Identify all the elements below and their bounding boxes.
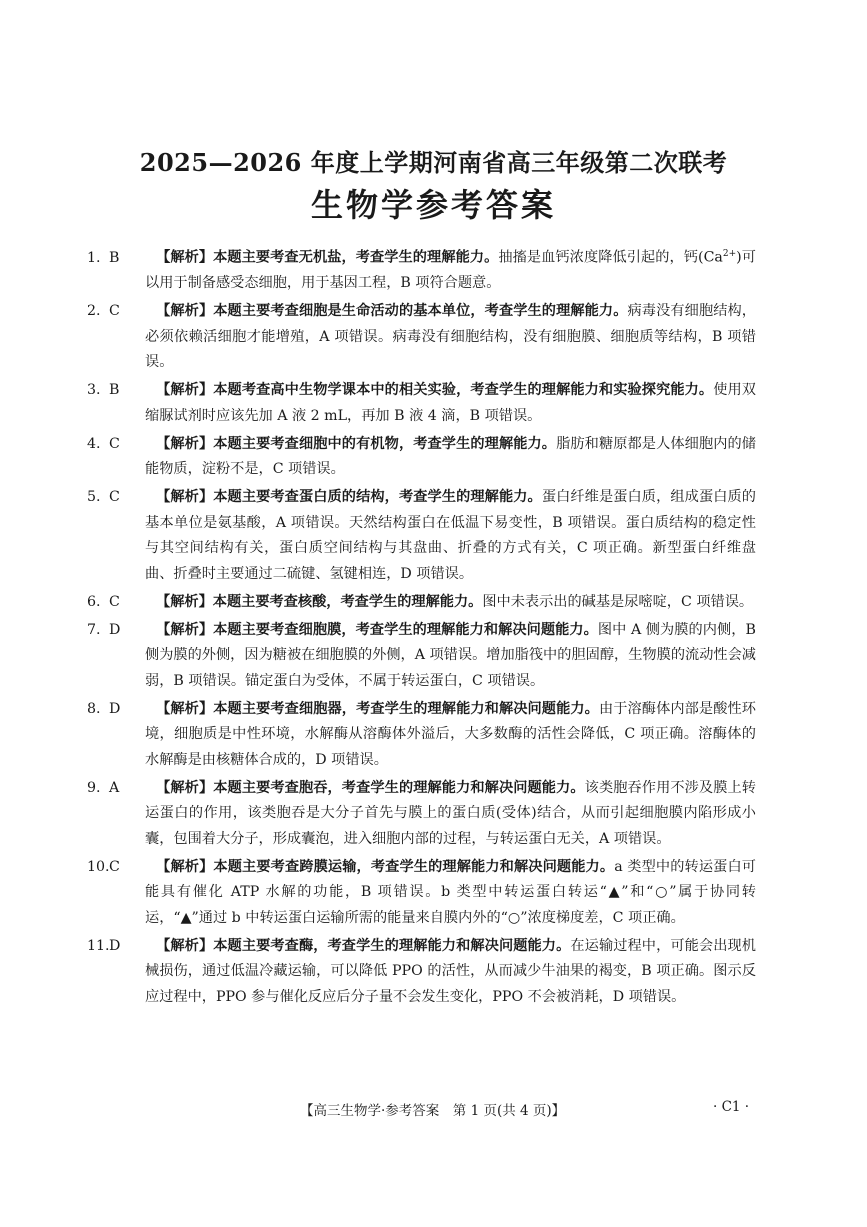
answer-item-4 [87,432,756,483]
footer-page-info: 【高三生物学·参考答案 第 1 页(共 4 页)】 [300,1103,566,1119]
analysis-lead: 本题主要考查细胞是生命活动的基本单位，考查学生的理解能力。 [213,303,628,320]
question-number: 4. [87,435,101,452]
question-number: 10. [87,858,110,875]
answer-item-10 [87,855,756,932]
analysis-lead: 本题主要考查胞吞，考查学生的理解能力和解决问题能力。 [213,779,585,796]
analysis-tag: 【解析】 [156,858,214,875]
answer-letter: C [109,489,120,506]
analysis-body: 蛋白纤维是蛋白质，组成蛋白质的基本单位是氨基酸，A 项错误。天然结构蛋白在低温下易变性，B 项错误。蛋白质结构的稳定性与其空间结构有关，蛋白质空间结构与其盘曲、折叠的方式有关，C 项正确。新型蛋白纤维盘曲、折叠时主要通过二硫键、氢键相连，D 项错误。 [145,489,756,582]
analysis-tag: 【解析】 [156,700,214,717]
answer-item-3 [87,378,756,429]
page-title: 生物学参考答案 [310,186,556,224]
analysis-lead: 本题主要考查无机盐，考查学生的理解能力。 [213,249,499,266]
question-number: 6. [87,593,101,610]
analysis-tag: 【解析】 [156,779,214,796]
answer-letter: C [109,435,120,452]
answer-item-1 [87,242,756,297]
analysis-body: 图中 A 侧为膜的内侧，B 侧为膜的外侧，因为糖被在细胞膜的外侧，A 项错误。增加脂筏中的胆固醇，生物膜的流动性会减弱，B 项错误。锚定蛋白为受体，不属于转运蛋白，C 项错误。 [145,621,756,689]
answer-item-8 [87,697,756,774]
analysis-body: 该类胞吞作用不涉及膜上转运蛋白的作用，该类胞吞是大分子首先与膜上的蛋白质(受体)结合，从而引起细胞膜内陷形成小囊，包围着大分子，形成囊泡，进入细胞内部的过程，与转运蛋白无关，A 项错误。 [145,779,756,847]
analysis-body: 抽搐是血钙浓度降低引起的，钙(Ca [498,249,723,266]
answer-letter: D [109,700,121,717]
question-number: 1. [87,249,101,266]
question-number: 8. [87,700,101,717]
analysis-body: 脂肪和糖原都是人体细胞内的储能物质，淀粉不是，C 项错误。 [145,435,756,478]
question-number: 11. [87,937,110,954]
analysis-lead: 本题主要考查跨膜运输，考查学生的理解能力和解决问题能力。 [213,858,615,875]
answer-item-7 [87,618,756,695]
answer-letter: A [109,779,120,796]
answer-letter: C [109,593,120,610]
ion-charge: 2+ [722,249,737,259]
analysis-lead: 本题主要考查核酸，考查学生的理解能力。 [212,593,483,610]
analysis-lead: 本题主要考查蛋白质的结构，考查学生的理解能力。 [213,489,542,506]
answer-letter: C [109,303,120,320]
question-number: 9. [87,779,101,796]
analysis-body: 图中未表示出的碱基是尿嘧啶，C 项错误。 [482,593,754,610]
answer-item-6 [87,590,756,616]
analysis-tag: 【解析】 [156,382,214,399]
analysis-tag: 【解析】 [156,937,214,954]
analysis-lead: 本题主要考查细胞中的有机物，考查学生的理解能力。 [213,435,557,452]
answer-item-2 [87,299,756,376]
answer-list [87,242,756,1013]
analysis-tag: 【解析】 [156,435,214,452]
analysis-tag: 【解析】 [156,249,214,266]
analysis-tag: 【解析】 [156,593,213,610]
analysis-body: 病毒没有细胞结构，必须依赖活细胞才能增殖，A 项错误。病毒没有细胞结构，没有细胞膜、细胞质等结构，B 项错误。 [145,303,756,371]
analysis-body: a 类型中的转运蛋白可能具有催化 ATP 水解的功能，B 项错误。b 类型中转运蛋白转运“▲”和“○”属于协同转运，“▲”通过 b 中转运蛋白运输所需的能量来自膜内外的“○”浓度梯度差，C 项正确。 [145,858,756,926]
analysis-lead: 本题考查高中生物学课本中的相关实验，考查学生的理解能力和实验探究能力。 [213,382,714,399]
analysis-body: 由于溶酶体内部是酸性环境，细胞质是中性环境，水解酶从溶酶体外溢后，大多数酶的活性会降低，C 项正确。溶酶体的水解酶是由核糖体合成的，D 项错误。 [145,700,756,768]
answer-letter: B [109,249,120,266]
answer-item-9 [87,776,756,853]
question-number: 3. [87,382,101,399]
footer-code: · C1 · [713,1099,750,1115]
answer-item-5 [87,485,756,587]
answer-item-11 [87,934,756,1011]
answer-letter: D [109,937,121,954]
answer-letter: D [109,621,121,638]
question-number: 5. [87,489,101,506]
analysis-tag: 【解析】 [156,621,214,638]
question-number: 2. [87,303,101,320]
exam-title: 2025—2026 年度上学期河南省高三年级第二次联考 [139,148,728,177]
analysis-body-cont: )可以用于制备感受态细胞，用于基因工程，B 项符合题意。 [145,249,756,292]
answer-letter: C [109,858,120,875]
question-number: 7. [87,621,101,638]
analysis-lead: 本题主要考查细胞器，考查学生的理解能力和解决问题能力。 [213,700,599,717]
analysis-tag: 【解析】 [156,489,214,506]
analysis-lead: 本题主要考查酶，考查学生的理解能力和解决问题能力。 [213,937,571,954]
answer-letter: B [109,382,120,399]
analysis-tag: 【解析】 [156,303,214,320]
analysis-lead: 本题主要考查细胞膜，考查学生的理解能力和解决问题能力。 [213,621,598,638]
analysis-body: 使用双缩脲试剂时应该先加 A 液 2 mL，再加 B 液 4 滴，B 项错误。 [145,382,756,424]
analysis-body: 在运输过程中，可能会出现机械损伤，通过低温冷藏运输，可以降低 PPO 的活性，从而减少牛油果的褐变，B 项正确。图示反应过程中，PPO 参与催化反应后分子量不会发生变化，PPO 不会被消耗，D 项错误。 [145,937,756,1005]
